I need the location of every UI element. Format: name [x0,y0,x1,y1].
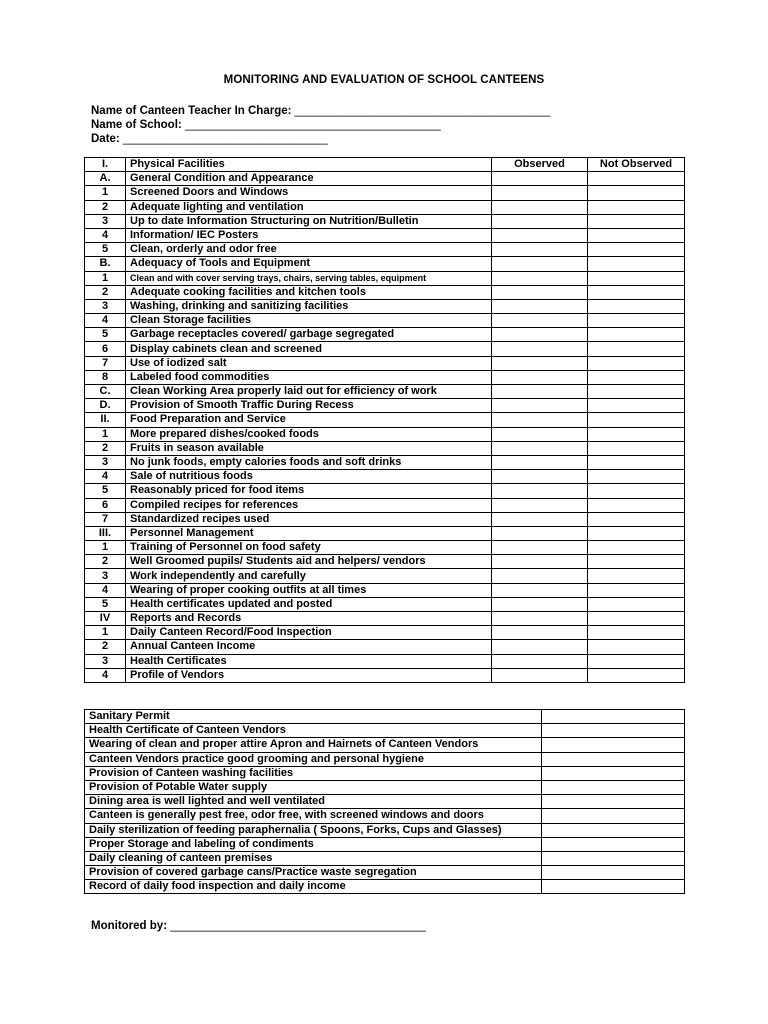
monitored-by-line: ________________________________________ [170,920,427,932]
observed-cell[interactable] [492,541,588,555]
row-item: No junk foods, empty calories foods and soft drinks [126,455,492,469]
checklist-table [84,157,685,683]
observed-cell[interactable] [492,228,588,242]
sanitary-item: Daily sterilization of feeding paraphernalia ( Spoons, Forks, Cups and Glasses) [85,823,542,837]
header-item: Physical Facilities [126,158,492,172]
row-number: 5 [85,484,126,498]
checklist-row [85,413,685,427]
observed-cell[interactable] [492,569,588,583]
sanitary-row [85,724,685,738]
sanitary-row [85,738,685,752]
checklist-row [85,328,685,342]
not-observed-cell[interactable] [588,569,685,583]
observed-cell[interactable] [492,526,588,540]
sanitary-row [85,710,685,724]
not-observed-cell[interactable] [588,370,685,384]
sanitary-item: Proper Storage and labeling of condiments [85,837,542,851]
observed-cell[interactable] [492,555,588,569]
row-item: Garbage receptacles covered/ garbage segregated [126,328,492,342]
row-number: B. [85,257,126,271]
sanitary-check-cell[interactable] [542,851,685,865]
not-observed-cell[interactable] [588,356,685,370]
observed-cell[interactable] [492,356,588,370]
date-line: ________________________________ [122,133,328,145]
not-observed-cell[interactable] [588,299,685,313]
row-number: 1 [85,626,126,640]
observed-cell[interactable] [492,612,588,626]
header-observed: Observed [492,158,588,172]
row-number: 3 [85,654,126,668]
row-item: Health Certificates [126,654,492,668]
checklist-row [85,356,685,370]
not-observed-cell[interactable] [588,583,685,597]
sanitary-check-cell[interactable] [542,724,685,738]
not-observed-cell[interactable] [588,612,685,626]
row-item: Profile of Vendors [126,668,492,682]
checklist-row [85,498,685,512]
row-number: 4 [85,668,126,682]
observed-cell[interactable] [492,328,588,342]
observed-cell[interactable] [492,626,588,640]
checklist-row [85,314,685,328]
not-observed-cell[interactable] [588,484,685,498]
not-observed-cell[interactable] [588,597,685,611]
observed-cell[interactable] [492,455,588,469]
sanitary-check-cell[interactable] [542,880,685,894]
row-number: 2 [85,200,126,214]
row-item: Daily Canteen Record/Food Inspection [126,626,492,640]
row-item: Adequate lighting and ventilation [126,200,492,214]
checklist-row [85,612,685,626]
row-number: 1 [85,427,126,441]
observed-cell[interactable] [492,441,588,455]
observed-cell[interactable] [492,370,588,384]
header-not-observed: Not Observed [588,158,685,172]
checklist-row [85,285,685,299]
observed-cell[interactable] [492,299,588,313]
sanitary-row [85,795,685,809]
row-item: Personnel Management [126,526,492,540]
observed-cell[interactable] [492,200,588,214]
not-observed-cell[interactable] [588,186,685,200]
row-number: 7 [85,512,126,526]
row-number: 3 [85,569,126,583]
sanitary-check-cell[interactable] [542,837,685,851]
sanitary-item: Health Certificate of Canteen Vendors [85,724,542,738]
sanitary-item: Canteen Vendors practice good grooming and personal hygiene [85,752,542,766]
not-observed-cell[interactable] [588,200,685,214]
checklist-row [85,526,685,540]
row-number: C. [85,385,126,399]
checklist-row [85,512,685,526]
checklist-row [85,186,685,200]
row-item: General Condition and Appearance [126,172,492,186]
row-item: Clean Storage facilities [126,314,492,328]
sanitary-check-cell[interactable] [542,809,685,823]
checklist-row [85,541,685,555]
row-item: Washing, drinking and sanitizing facilities [126,299,492,313]
checklist-row [85,385,685,399]
row-item: Adequacy of Tools and Equipment [126,257,492,271]
monitored-by-label: Monitored by: [91,920,168,932]
row-item: Food Preparation and Service [126,413,492,427]
row-item: Clean and with cover serving trays, chairs, serving tables, equipment [126,271,492,285]
not-observed-cell[interactable] [588,399,685,413]
not-observed-cell[interactable] [588,342,685,356]
not-observed-cell[interactable] [588,626,685,640]
checklist-row [85,399,685,413]
checklist-row [85,257,685,271]
row-item: Work independently and carefully [126,569,492,583]
row-item: Clean Working Area properly laid out for efficiency of work [126,385,492,399]
checklist-row [85,243,685,257]
checklist-row [85,214,685,228]
row-item: Display cabinets clean and screened [126,342,492,356]
not-observed-cell[interactable] [588,470,685,484]
canteen-teacher-field [91,104,551,118]
row-item: Reasonably priced for food items [126,484,492,498]
not-observed-cell[interactable] [588,555,685,569]
not-observed-cell[interactable] [588,257,685,271]
not-observed-cell[interactable] [588,654,685,668]
row-number: II. [85,413,126,427]
sanitary-row [85,780,685,794]
checklist-row [85,455,685,469]
checklist-row [85,569,685,583]
row-number: III. [85,526,126,540]
row-item: Information/ IEC Posters [126,228,492,242]
row-item: Provision of Smooth Traffic During Recess [126,399,492,413]
observed-cell[interactable] [492,214,588,228]
row-item: Fruits in season available [126,441,492,455]
checklist-row [85,228,685,242]
row-item: Standardized recipes used [126,512,492,526]
page-title: MONITORING AND EVALUATION OF SCHOOL CANTEENS [223,74,545,86]
sanitary-row [85,752,685,766]
sanitary-check-cell[interactable] [542,766,685,780]
not-observed-cell[interactable] [588,640,685,654]
sanitary-item: Provision of covered garbage cans/Practice waste segregation [85,866,542,880]
sanitary-check-cell[interactable] [542,752,685,766]
row-item: Reports and Records [126,612,492,626]
row-number: 5 [85,328,126,342]
row-item: Screened Doors and Windows [126,186,492,200]
sanitary-row [85,851,685,865]
not-observed-cell[interactable] [588,314,685,328]
not-observed-cell[interactable] [588,214,685,228]
checklist-header-row [85,158,685,172]
sanitary-row [85,866,685,880]
sanitary-item: Provision of Canteen washing facilities [85,766,542,780]
checklist-row [85,441,685,455]
row-item: Adequate cooking facilities and kitchen tools [126,285,492,299]
not-observed-cell[interactable] [588,668,685,682]
checklist-row [85,172,685,186]
row-number: A. [85,172,126,186]
observed-cell[interactable] [492,413,588,427]
checklist-row [85,271,685,285]
sanitary-row [85,809,685,823]
row-item: Training of Personnel on food safety [126,541,492,555]
not-observed-cell[interactable] [588,285,685,299]
row-item: More prepared dishes/cooked foods [126,427,492,441]
sanitary-item: Sanitary Permit [85,710,542,724]
row-number: 7 [85,356,126,370]
row-item: Sale of nutritious foods [126,470,492,484]
sanitary-item: Dining area is well lighted and well ventilated [85,795,542,809]
row-number: 8 [85,370,126,384]
observed-cell[interactable] [492,583,588,597]
row-number: 6 [85,498,126,512]
row-number: IV [85,612,126,626]
school-name-line: ________________________________________ [184,119,441,131]
row-number: 3 [85,214,126,228]
observed-cell[interactable] [492,186,588,200]
row-item: Compiled recipes for references [126,498,492,512]
sanitary-check-cell[interactable] [542,780,685,794]
observed-cell[interactable] [492,498,588,512]
row-number: 4 [85,583,126,597]
row-number: 2 [85,555,126,569]
sanitary-row [85,880,685,894]
checklist-row [85,370,685,384]
checklist-row [85,583,685,597]
observed-cell[interactable] [492,285,588,299]
not-observed-cell[interactable] [588,271,685,285]
observed-cell[interactable] [492,640,588,654]
school-name-field [91,118,441,132]
checklist-row [85,470,685,484]
observed-cell[interactable] [492,314,588,328]
row-number: 4 [85,470,126,484]
checklist-row [85,668,685,682]
row-number: D. [85,399,126,413]
row-item: Labeled food commodities [126,370,492,384]
sanitary-check-cell[interactable] [542,738,685,752]
row-number: 3 [85,455,126,469]
checklist-row [85,484,685,498]
sanitary-row [85,766,685,780]
not-observed-cell[interactable] [588,228,685,242]
canteen-teacher-line: ________________________________________ [294,105,551,117]
sanitary-check-cell[interactable] [542,823,685,837]
row-number: 2 [85,285,126,299]
not-observed-cell[interactable] [588,498,685,512]
sanitary-row [85,837,685,851]
observed-cell[interactable] [492,172,588,186]
not-observed-cell[interactable] [588,385,685,399]
observed-cell[interactable] [492,470,588,484]
checklist-row [85,626,685,640]
not-observed-cell[interactable] [588,427,685,441]
sanitary-table [84,709,685,894]
canteen-teacher-label: Name of Canteen Teacher In Charge: [91,105,292,117]
observed-cell[interactable] [492,427,588,441]
observed-cell[interactable] [492,257,588,271]
row-item: Well Groomed pupils/ Students aid and helpers/ vendors [126,555,492,569]
sanitary-item: Canteen is generally pest free, odor free, with screened windows and doors [85,809,542,823]
date-label: Date: [91,133,120,145]
observed-cell[interactable] [492,484,588,498]
not-observed-cell[interactable] [588,512,685,526]
header-num: I. [85,158,126,172]
observed-cell[interactable] [492,271,588,285]
row-number: 1 [85,271,126,285]
observed-cell[interactable] [492,512,588,526]
row-number: 1 [85,186,126,200]
checklist-row [85,299,685,313]
row-item: Clean, orderly and odor free [126,243,492,257]
row-number: 2 [85,640,126,654]
row-number: 1 [85,541,126,555]
school-name-label: Name of School: [91,119,182,131]
not-observed-cell[interactable] [588,455,685,469]
not-observed-cell[interactable] [588,328,685,342]
sanitary-item: Provision of Potable Water supply [85,780,542,794]
not-observed-cell[interactable] [588,526,685,540]
checklist-row [85,640,685,654]
observed-cell[interactable] [492,597,588,611]
row-number: 6 [85,342,126,356]
observed-cell[interactable] [492,654,588,668]
not-observed-cell[interactable] [588,413,685,427]
row-item: Wearing of proper cooking outfits at all times [126,583,492,597]
not-observed-cell[interactable] [588,172,685,186]
row-number: 4 [85,314,126,328]
row-item: Annual Canteen Income [126,640,492,654]
checklist-row [85,200,685,214]
sanitary-item: Daily cleaning of canteen premises [85,851,542,865]
checklist-row [85,597,685,611]
not-observed-cell[interactable] [588,541,685,555]
observed-cell[interactable] [492,243,588,257]
row-number: 3 [85,299,126,313]
row-number: 2 [85,441,126,455]
row-item: Health certificates updated and posted [126,597,492,611]
sanitary-check-cell[interactable] [542,795,685,809]
checklist-row [85,342,685,356]
sanitary-row [85,823,685,837]
row-number: 4 [85,228,126,242]
row-item: Use of iodized salt [126,356,492,370]
observed-cell[interactable] [492,399,588,413]
not-observed-cell[interactable] [588,441,685,455]
row-item: Up to date Information Structuring on Nutrition/Bulletin [126,214,492,228]
sanitary-item: Record of daily food inspection and daily income [85,880,542,894]
date-field [91,132,328,146]
checklist-row [85,654,685,668]
checklist-row [85,427,685,441]
observed-cell[interactable] [492,385,588,399]
observed-cell[interactable] [492,668,588,682]
sanitary-check-cell[interactable] [542,710,685,724]
observed-cell[interactable] [492,342,588,356]
row-number: 5 [85,243,126,257]
sanitary-item: Wearing of clean and proper attire Apron and Hairnets of Canteen Vendors [85,738,542,752]
checklist-row [85,555,685,569]
monitored-by-field [91,920,426,932]
not-observed-cell[interactable] [588,243,685,257]
sanitary-check-cell[interactable] [542,866,685,880]
row-number: 5 [85,597,126,611]
